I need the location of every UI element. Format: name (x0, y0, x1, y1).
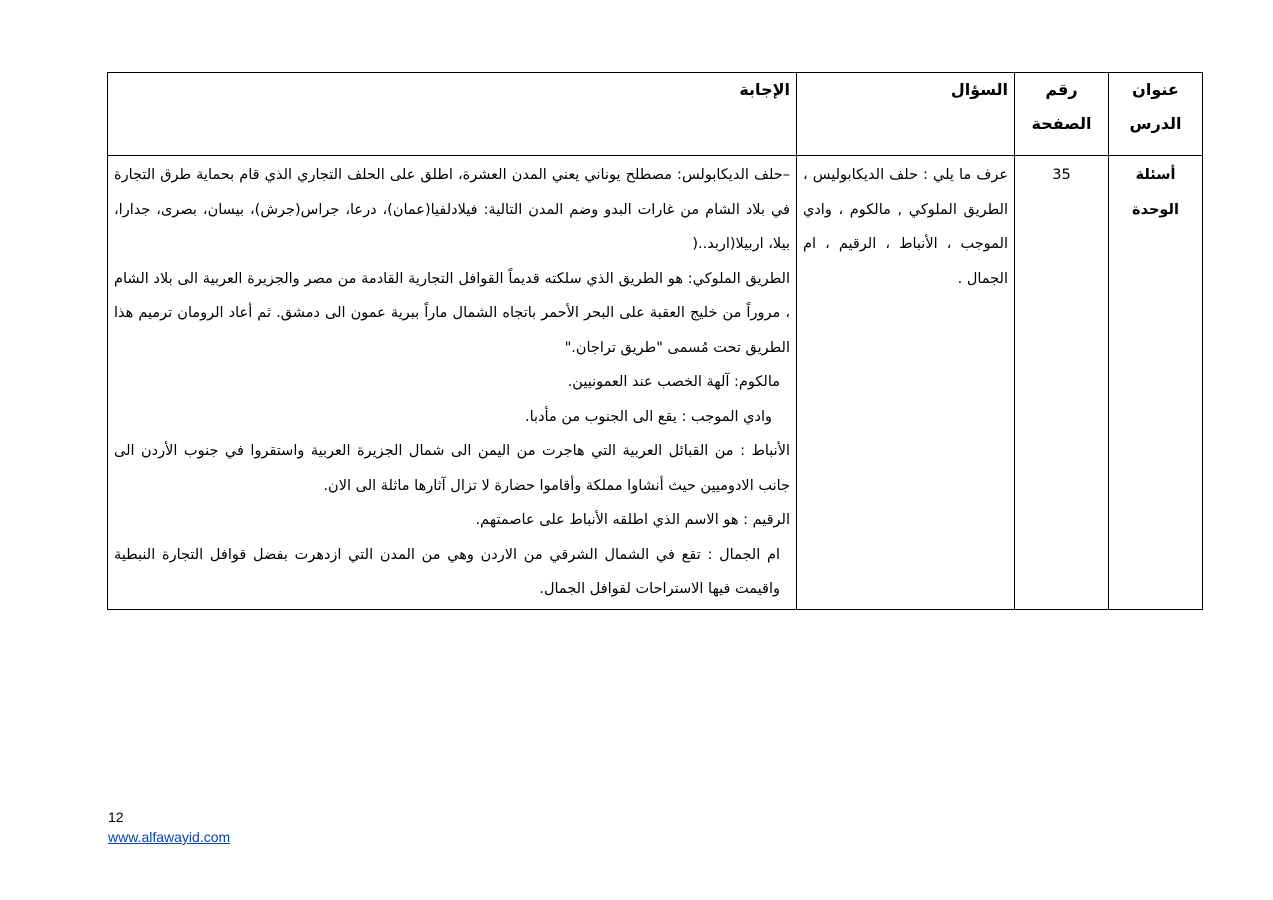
header-answer: الإجابة (108, 73, 797, 156)
lesson-table (107, 72, 1203, 610)
answer-kings-highway: الطريق الملوكي: هو الطريق الذي سلكته قديماً القوافل التجارية القادمة من مصر والجزيرة العربية الى بلاد الشام ، مروراً من خليج العقبة على البحر الأحمر باتجاه الشمال ماراً ببرية عمون الى دمشق. ثم أعاد الرومان ترميم هذا الطريق تحت مُسمى "طريق تراجان." (114, 270, 790, 356)
question-cell: عرف ما يلي : حلف الديكابوليس ، الطريق الملوكي , مالكوم ، وادي الموجب ، الأنباط ، الرقيم ، ام الجمال . (797, 156, 1015, 610)
table-row (108, 156, 1203, 610)
page-number: 12 (108, 809, 124, 825)
answer-milcom: مالكوم: آلهة الخصب عند العمونيين. (567, 374, 780, 390)
header-question: السؤال (797, 73, 1015, 156)
answer-decapolis: –حلف الديكابولس: مصطلح يوناني يعني المدن العشرة، اطلق على الحلف التجاري الذي قام بحماية طرق التجارة في بلاد الشام من غارات البدو وضم المدن التالية: فيلادلفيا(عمان)، درعا، جراس(جرش)، بيسان، بصرى، جدارا، بيلا، اربيلا(اربد..( (114, 167, 790, 252)
page-footer (108, 807, 230, 847)
answer-cell (108, 156, 797, 610)
website-link[interactable]: www.alfawayid.com (108, 829, 231, 845)
header-page-number: رقم الصفحة (1015, 73, 1109, 156)
answer-wadi-mujib: وادي الموجب : يقع الى الجنوب من مأدبا. (525, 408, 772, 425)
answer-nabataeans: الأنباط : من القبائل العربية التي هاجرت من اليمن الى شمال الجزيرة العربية واستقروا في جنوب الأردن الى جانب الادوميين حيث أنشاوا مملكة وأقاموا حضارة لا تزال آثارها ماثلة الى الان. (114, 443, 790, 494)
lesson-title-cell: أسئلة الوحدة (1109, 156, 1203, 610)
answer-umm-el-jimal: ام الجمال : تقع في الشمال الشرقي من الاردن وهي من المدن التي ازدهرت بفضل قوافل التجارة النبطية واقيمت فيها الاستراحات لقوافل الجمال. (114, 546, 780, 597)
page-number-cell: 35 (1015, 156, 1109, 610)
answer-raqmu: الرقيم : هو الاسم الذي اطلقه الأنباط على عاصمتهم. (475, 512, 790, 528)
table-header-row (108, 73, 1203, 156)
header-lesson-title: عنوان الدرس (1109, 73, 1203, 156)
